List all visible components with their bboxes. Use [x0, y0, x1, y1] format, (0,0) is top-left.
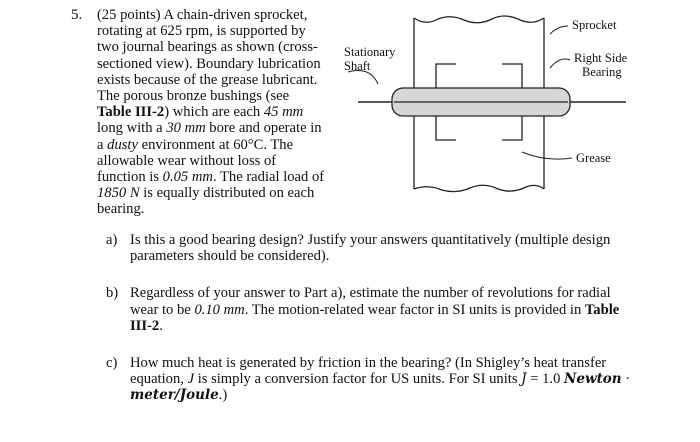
part-b-label: b): [106, 285, 119, 302]
stem-line-12: 1850 N is equally distributed on each: [97, 185, 315, 202]
right-side-bearing-label: Right Side: [574, 51, 628, 65]
stem-line-3: two journal bearings as shown (cross-: [97, 39, 318, 56]
grease-label: Grease: [576, 151, 611, 165]
part-b-line-3: III-2.: [130, 317, 163, 334]
stem-line-4: sectioned view). Boundary lubrication: [97, 55, 321, 72]
part-c-line-1: How much heat is generated by friction in the bearing? (In Shigley’s heat transfer: [130, 355, 607, 372]
question-parts: [100, 232, 660, 425]
stem-line-1: (25 points) A chain-driven sprocket,: [97, 7, 308, 23]
stem-line-11: function is 0.05 mm. The radial load of: [97, 169, 325, 186]
table-reference: Table III-2: [97, 104, 165, 121]
bore-diameter: 30 mm: [166, 120, 206, 137]
right-side-bearing-label-2: Bearing: [582, 65, 622, 79]
environment: dusty: [107, 136, 138, 153]
part-c-line-2: equation, J is simply a conversion factor for US units. For SI units J = 1.0 Newton ·: [130, 371, 631, 388]
stem-line-13: bearing.: [97, 201, 145, 218]
stem-line-9: a dusty environment at 60°C. The: [97, 136, 294, 153]
bearing-diagram: [336, 4, 636, 204]
question-number: 5.: [71, 7, 83, 23]
stem-line-2: rotating at 625 rpm, is supported by: [97, 23, 306, 40]
allowable-wear: 0.05 mm: [162, 169, 213, 186]
stationary-shaft-label: Stationary: [344, 45, 396, 59]
stem-line-6: The porous bronze bushings (see: [97, 88, 290, 105]
bushing-length: 45 mm: [263, 104, 304, 121]
part-a: [100, 232, 660, 264]
part-b: [100, 285, 660, 334]
sprocket-label: Sprocket: [572, 18, 617, 32]
target-wear: 0.10 mm: [194, 301, 245, 318]
part-a-line-2: parameters should be considered).: [130, 248, 330, 265]
stationary-shaft-label-2: Shaft: [344, 59, 371, 73]
part-c: [100, 355, 660, 404]
part-b-line-2: wear to be 0.10 mm. The motion-related wear factor in SI units is provided in Table: [130, 301, 620, 318]
part-a-label: a): [106, 232, 118, 248]
part-c-line-3: meter/Joule.): [130, 387, 228, 404]
problem-statement: [97, 7, 342, 218]
part-b-line-1: Regardless of your answer to Part a), estimate the number of revolutions for radial: [130, 285, 611, 302]
stem-line-10: allowable wear without loss of: [97, 152, 277, 169]
part-a-line-1: Is this a good bearing design? Justify your answers quantitatively (multiple design: [130, 232, 611, 248]
stem-line-7: Table III-2) which are each 45 mm: [97, 104, 304, 121]
stem-line-8: long with a 30 mm bore and operate in: [97, 120, 322, 137]
stem-line-5: exists because of the grease lubricant.: [97, 71, 318, 88]
radial-load: 1850 N: [97, 185, 140, 202]
part-c-label: c): [106, 355, 118, 372]
